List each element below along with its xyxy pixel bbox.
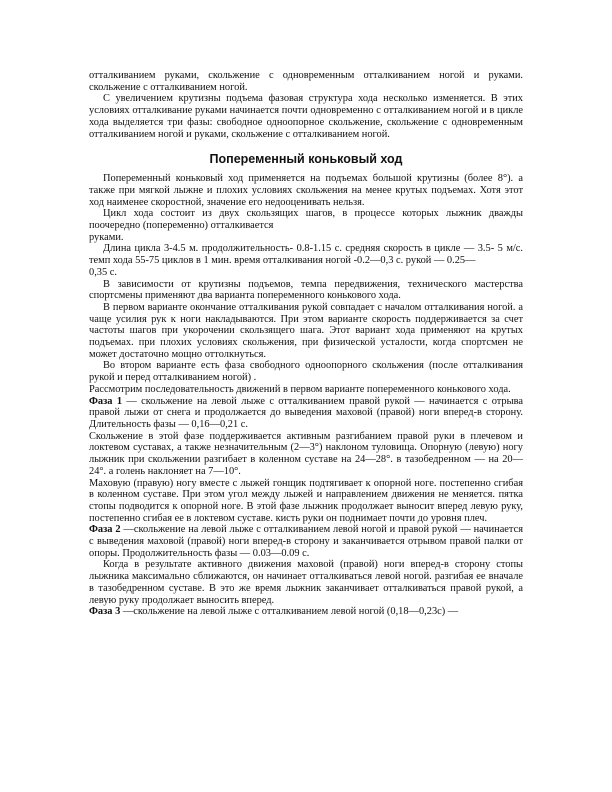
phase-paragraph xyxy=(89,524,523,559)
paragraph: 0,35 с. xyxy=(89,266,117,278)
paragraph: Когда в результате активного движения маховой (правой) ноги вперед-в сторону стопы лыжника максимально сближаются, он начинает отталкиваться левой ногой. разгибая ее вначале в тазобедренном суставе. В это же время лыжник заканчивает отталкиваться правой рукой, а левую руку продолжает выносить вперед. xyxy=(89,559,523,606)
paragraph: Цикл хода состоит из двух скользящих шагов, в процессе которых лыжник дважды поочередно (попеременно) отталкивается xyxy=(89,208,523,232)
paragraph: Попеременный коньковый ход применяется на подъемах большой крутизны (более 8°). а также при мягкой лыжне и плохих условиях скольжения на менее крутых подъемах. Хотя этот ход наименее скоростной, значение его недооценивать нельзя. xyxy=(89,173,523,208)
section-heading: Попеременный коньковый ход xyxy=(209,152,403,167)
phase-label: Фаза 1 xyxy=(89,395,123,407)
phase-text: — скольжение на левой лыже с отталкиванием правой рукой — начинается с отрыва правой лыжи от снега и продолжается до выведения маховой (правой) ноги вперед-в сторону. Длительность фазы — 0,16—0,21 с. xyxy=(89,395,523,430)
paragraph: Маховую (правую) ногу вместе с лыжей гонщик подтягивает к опорной ноге. постепенно сгибая в коленном суставе. При этом угол между лыжей и направлением движения не меняется. пятка стопы подводится к опорной ноге. В этой фазе лыжник продолжает выносит вперед левую руку, постепенно сгибая ее в локтевом суставе. кисть руки он поднимает почти до уровня плеч. xyxy=(89,477,523,524)
paragraph: Длина цикла 3-4.5 м. продолжительность- 0.8-1.15 с. средняя скорость в цикле — 3.5- 5 м/с. темп хода 55-75 циклов в 1 мин. время отталкивания ногой -0.2—0,3 с. рукой — 0.25— xyxy=(89,243,523,267)
phase-label: Фаза 3 xyxy=(89,606,121,618)
phase-label: Фаза 2 xyxy=(89,524,121,536)
phase-paragraph xyxy=(89,396,523,431)
phase-paragraph xyxy=(89,606,523,618)
paragraph: В первом варианте окончание отталкивания рукой совпадает с началом отталкивания ногой. а чаще усилия рук к ноги накладываются. При этом варианте скорость поддерживается за счет частоты шагов при укорочении скользящего шага. Этот вариант хода применяют на крутых подъемах. при плохих условиях скольжения, при физической усталости, когда спортсмен не может достаточно мощно оттолкнуться. xyxy=(89,301,523,360)
paragraph: руками. xyxy=(89,231,124,243)
paragraph: Рассмотрим последовательность движений в первом варианте попеременного конькового хода. xyxy=(89,383,511,395)
paragraph: С увеличением крутизны подъема фазовая структура хода несколько изменяется. В этих условиях отталкивание руками начинается почти одновременно с отталкиванием ногой и в цикле хода выделяется три фазы: свободное одноопорное скольжение, скольжение с одновременным отталкиванием ногой и руками, скольжение с отталкиванием ногой. xyxy=(89,93,523,140)
paragraph: отталкиванием руками, скольжение с одновременным отталкиванием ногой и руками. скольжение с отталкиванием ногой. xyxy=(89,70,523,93)
paragraph: Скольжение в этой фазе поддерживается активным разгибанием правой руки в плечевом и локтевом суставах, а также незначительным (2—3°) наклоном туловища. Опорную (левую) ногу лыжник при скольжении разгибает в коленном суставе на 24—28°. в тазобедренном — на 20—24°. а голень наклоняет на 7—10°. xyxy=(89,430,523,477)
phase-text: —скольжение на левой лыже с отталкиванием левой ногой и правой рукой — начинается с выведения маховой (правой) ноги вперед-в сторону и заканчивается отрывом правой палки от опоры. Продолжительность фазы — 0.03—0.09 с. xyxy=(89,524,523,559)
document-page xyxy=(89,70,523,618)
paragraph: В зависимости от крутизны подъемов, темпа передвижения, технического мастерства спортсмены применяют два варианта попеременного конькового хода. xyxy=(89,278,523,302)
paragraph: Во втором варианте есть фаза свободного одноопорного скольжения (после отталкивания рукой и перед отталкиванием ногой) . xyxy=(89,360,523,384)
phase-text: —скольжение на левой лыже с отталкиванием левой ногой (0,18—0,23с) — xyxy=(120,606,459,618)
